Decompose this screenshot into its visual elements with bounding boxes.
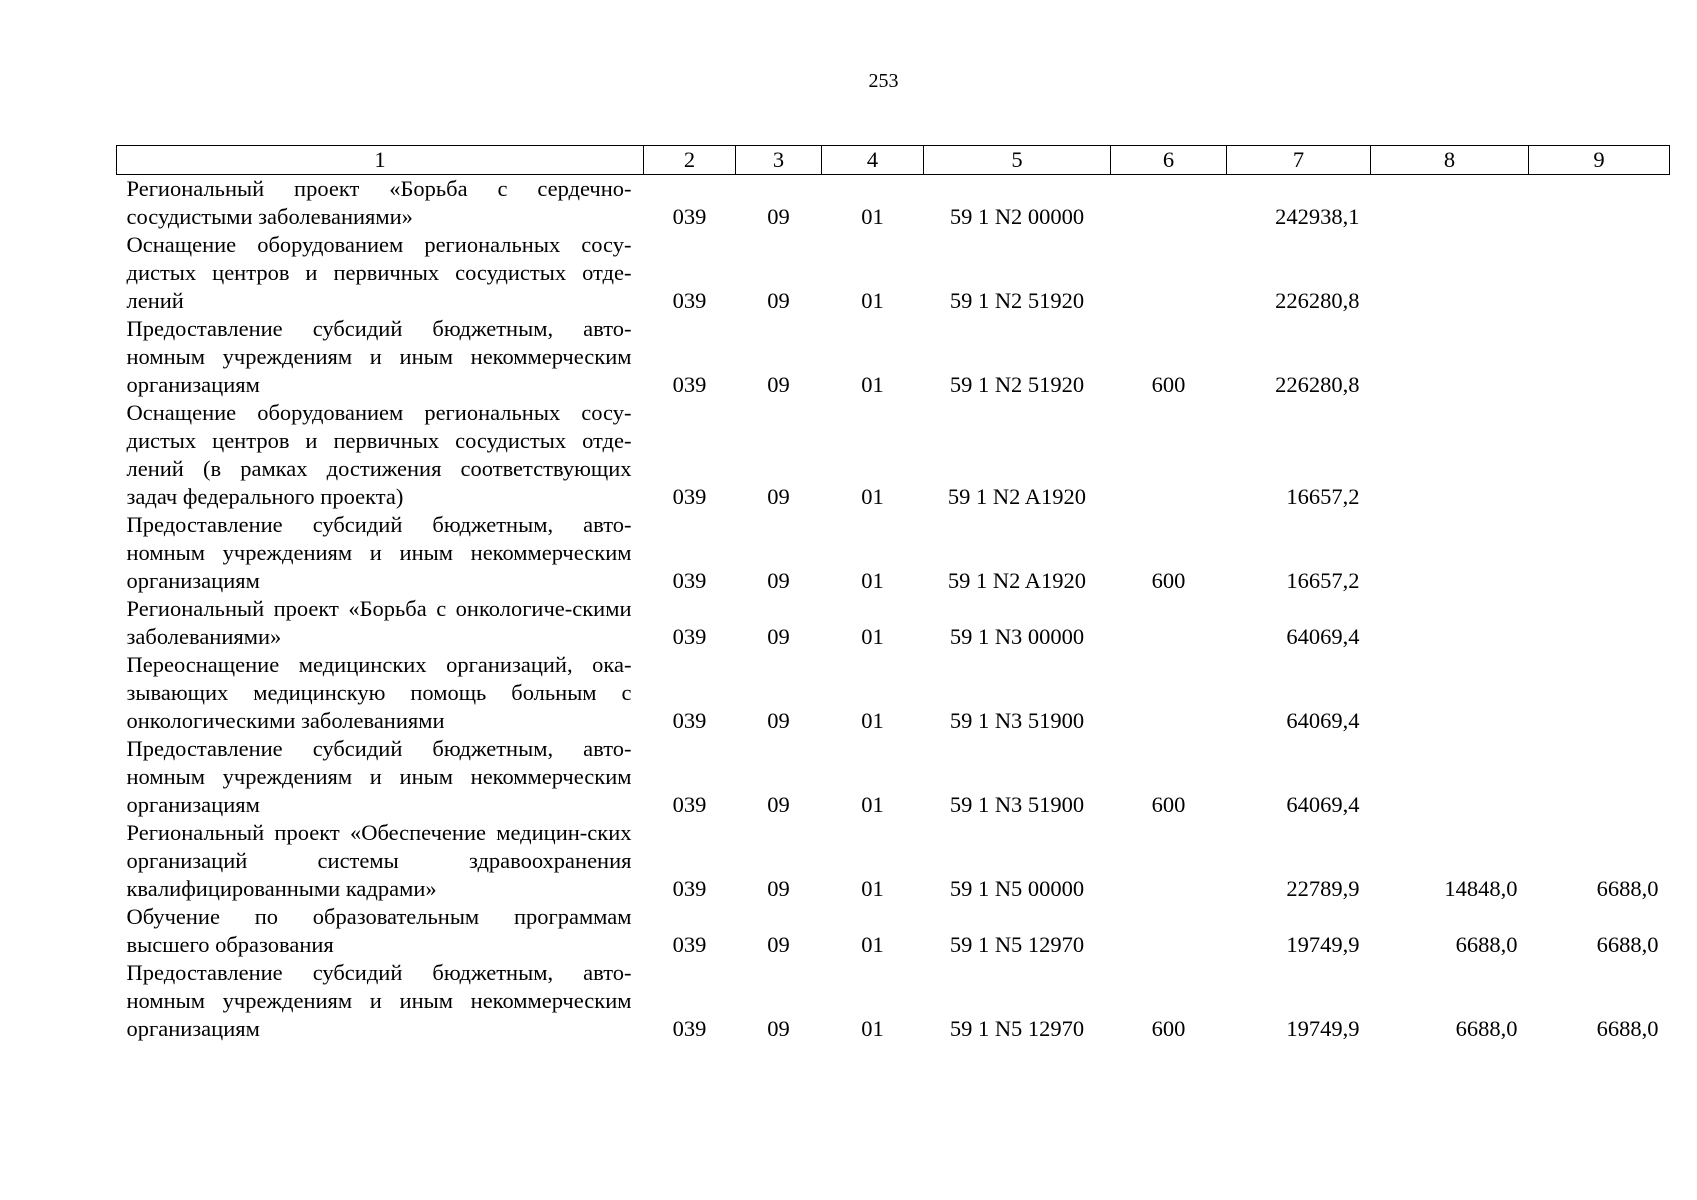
row-amount-1: 64069,4 xyxy=(1286,792,1360,817)
header-col-7: 7 xyxy=(1227,146,1371,175)
row-section: 09 xyxy=(767,568,790,593)
row-amount-2 xyxy=(1371,651,1529,735)
row-subsection: 01 xyxy=(861,1016,884,1041)
row-target-article: 59 1 N3 51900 xyxy=(949,792,1085,817)
row-amount-1: 19749,9 xyxy=(1286,932,1360,957)
row-target-article: 59 1 N2 A1920 xyxy=(947,568,1087,593)
table-row xyxy=(117,651,1670,735)
row-admin-code: 039 xyxy=(672,708,707,733)
budget-table xyxy=(116,145,1670,1043)
row-expense-type xyxy=(1111,231,1227,315)
row-amount-3 xyxy=(1529,735,1670,819)
table-row xyxy=(117,959,1670,1043)
row-amount-1: 22789,9 xyxy=(1286,876,1360,901)
row-subsection: 01 xyxy=(861,568,884,593)
header-col-2: 2 xyxy=(644,146,736,175)
row-description: Предоставление субсидий бюджетным, авто-номным учреждениям и иным некоммерческим организациям xyxy=(126,736,632,817)
row-amount-1: 226280,8 xyxy=(1275,288,1360,313)
row-amount-3: 6688,0 xyxy=(1596,876,1659,901)
row-amount-1: 16657,2 xyxy=(1286,568,1360,593)
header-row xyxy=(117,146,1670,175)
row-target-article: 59 1 N5 12970 xyxy=(949,932,1085,957)
row-expense-type xyxy=(1111,175,1227,232)
row-section: 09 xyxy=(767,372,790,397)
row-description: Переоснащение медицинских организаций, ока-зывающих медицинскую помощь больным с онкологическими заболеваниями xyxy=(126,652,632,733)
row-amount-3 xyxy=(1529,399,1670,511)
row-description: Оснащение оборудованием региональных сосу-дистых центров и первичных сосудистых отде-лений xyxy=(126,232,632,313)
row-expense-type xyxy=(1111,399,1227,511)
row-description: Предоставление субсидий бюджетным, авто-номным учреждениям и иным некоммерческим организациям xyxy=(126,316,632,397)
table-row xyxy=(117,903,1670,959)
header-col-1: 1 xyxy=(117,146,644,175)
row-description: Обучение по образовательным программам высшего образования xyxy=(126,904,632,957)
row-admin-code: 039 xyxy=(672,876,707,901)
row-target-article: 59 1 N2 A1920 xyxy=(947,484,1087,509)
row-amount-2: 14848,0 xyxy=(1444,876,1518,901)
row-admin-code: 039 xyxy=(672,792,707,817)
row-admin-code: 039 xyxy=(672,204,707,229)
row-section: 09 xyxy=(767,932,790,957)
row-amount-1: 16657,2 xyxy=(1286,484,1360,509)
row-subsection: 01 xyxy=(861,204,884,229)
table-row xyxy=(117,315,1670,399)
row-amount-3 xyxy=(1529,231,1670,315)
row-amount-2 xyxy=(1371,175,1529,232)
row-amount-3 xyxy=(1529,511,1670,595)
row-subsection: 01 xyxy=(861,372,884,397)
row-section: 09 xyxy=(767,1016,790,1041)
table-row xyxy=(117,399,1670,511)
row-amount-3 xyxy=(1529,315,1670,399)
row-amount-2: 6688,0 xyxy=(1455,932,1518,957)
row-admin-code: 039 xyxy=(672,568,707,593)
row-target-article: 59 1 N2 00000 xyxy=(949,204,1085,229)
row-expense-type: 600 xyxy=(1151,1016,1186,1041)
row-description: Региональный проект «Борьба с сердечно-сосудистыми заболеваниями» xyxy=(126,176,632,229)
row-amount-3: 6688,0 xyxy=(1596,1016,1659,1041)
page-number: 253 xyxy=(868,70,899,92)
row-amount-3 xyxy=(1529,651,1670,735)
row-subsection: 01 xyxy=(861,624,884,649)
row-amount-1: 19749,9 xyxy=(1286,1016,1360,1041)
table-row xyxy=(117,819,1670,903)
row-amount-2: 6688,0 xyxy=(1455,1016,1518,1041)
row-target-article: 59 1 N5 00000 xyxy=(949,876,1085,901)
header-col-3: 3 xyxy=(736,146,822,175)
row-section: 09 xyxy=(767,204,790,229)
row-amount-2 xyxy=(1371,735,1529,819)
row-expense-type xyxy=(1111,903,1227,959)
row-expense-type xyxy=(1111,595,1227,651)
row-amount-3 xyxy=(1529,175,1670,232)
table-body xyxy=(117,175,1670,1044)
header-col-8: 8 xyxy=(1371,146,1529,175)
row-description: Оснащение оборудованием региональных сосу-дистых центров и первичных сосудистых отде-лений (в рамках достижения соответствующих задач федерального проекта) xyxy=(126,400,632,509)
table-row xyxy=(117,735,1670,819)
row-admin-code: 039 xyxy=(672,932,707,957)
row-description: Предоставление субсидий бюджетным, авто-номным учреждениям и иным некоммерческим организациям xyxy=(126,960,632,1041)
row-amount-3 xyxy=(1529,595,1670,651)
row-section: 09 xyxy=(767,288,790,313)
row-section: 09 xyxy=(767,708,790,733)
table-row xyxy=(117,175,1670,232)
header-col-6: 6 xyxy=(1111,146,1227,175)
row-amount-2 xyxy=(1371,315,1529,399)
row-subsection: 01 xyxy=(861,288,884,313)
row-amount-2 xyxy=(1371,511,1529,595)
table-row xyxy=(117,595,1670,651)
row-section: 09 xyxy=(767,624,790,649)
header-col-5: 5 xyxy=(924,146,1111,175)
row-amount-1: 226280,8 xyxy=(1275,372,1360,397)
row-target-article: 59 1 N3 51900 xyxy=(949,708,1085,733)
row-subsection: 01 xyxy=(861,484,884,509)
row-target-article: 59 1 N3 00000 xyxy=(949,624,1085,649)
row-target-article: 59 1 N5 12970 xyxy=(949,1016,1085,1041)
row-admin-code: 039 xyxy=(672,484,707,509)
row-amount-1: 64069,4 xyxy=(1286,708,1360,733)
row-amount-2 xyxy=(1371,399,1529,511)
row-expense-type: 600 xyxy=(1151,372,1186,397)
row-amount-2 xyxy=(1371,595,1529,651)
row-section: 09 xyxy=(767,484,790,509)
row-subsection: 01 xyxy=(861,876,884,901)
row-expense-type: 600 xyxy=(1151,792,1186,817)
row-amount-1: 242938,1 xyxy=(1275,204,1360,229)
row-expense-type xyxy=(1111,819,1227,903)
row-subsection: 01 xyxy=(861,792,884,817)
table-row xyxy=(117,231,1670,315)
row-admin-code: 039 xyxy=(672,372,707,397)
row-expense-type: 600 xyxy=(1151,568,1186,593)
row-amount-1: 64069,4 xyxy=(1286,624,1360,649)
row-description: Предоставление субсидий бюджетным, авто-номным учреждениям и иным некоммерческим организациям xyxy=(126,512,632,593)
row-subsection: 01 xyxy=(861,932,884,957)
row-admin-code: 039 xyxy=(672,624,707,649)
row-admin-code: 039 xyxy=(672,288,707,313)
row-description: Региональный проект «Борьба с онкологиче-скими заболеваниями» xyxy=(126,596,632,649)
header-col-9: 9 xyxy=(1529,146,1670,175)
header-col-4: 4 xyxy=(822,146,924,175)
table-row xyxy=(117,511,1670,595)
row-amount-3: 6688,0 xyxy=(1596,932,1659,957)
row-expense-type xyxy=(1111,651,1227,735)
row-section: 09 xyxy=(767,876,790,901)
row-subsection: 01 xyxy=(861,708,884,733)
row-section: 09 xyxy=(767,792,790,817)
row-amount-2 xyxy=(1371,231,1529,315)
table-header xyxy=(117,146,1670,175)
row-target-article: 59 1 N2 51920 xyxy=(949,372,1085,397)
row-target-article: 59 1 N2 51920 xyxy=(949,288,1085,313)
row-description: Региональный проект «Обеспечение медицин-ских организаций системы здравоохранения квалифицированными кадрами» xyxy=(126,820,632,901)
row-admin-code: 039 xyxy=(672,1016,707,1041)
